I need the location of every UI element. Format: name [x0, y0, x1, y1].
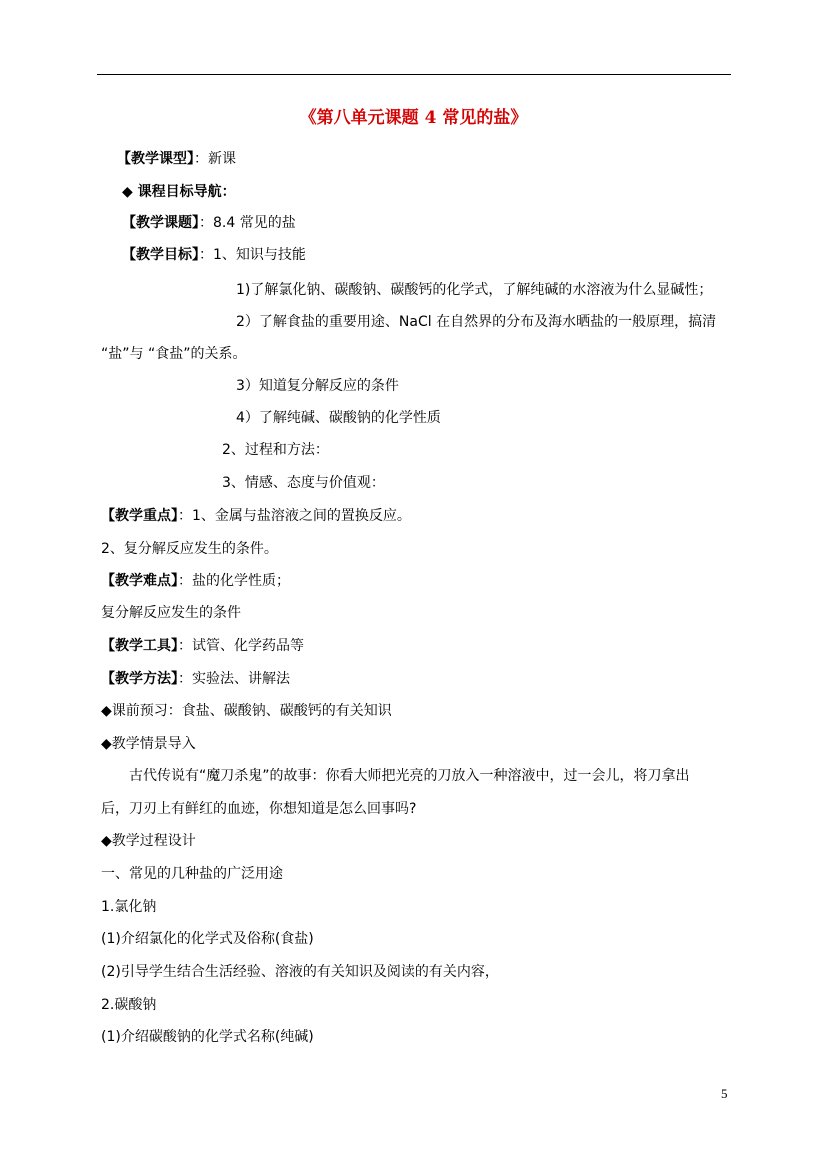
objective-2-cont: “盐”与 “食盐”的关系。: [101, 346, 247, 362]
teaching-objectives-label: 【教学目标】: [122, 247, 199, 263]
lesson-type-value: ：新课: [194, 151, 236, 167]
sodium-chloride-item-2: (2)引导学生结合生活经验、溶液的有关知识及阅读的有关内容，: [101, 964, 499, 980]
lesson-topic: [122, 214, 296, 232]
key-points-2: 2、复分解反应发生的条件。: [101, 541, 278, 557]
page-number: 5: [721, 1086, 728, 1101]
document-title: 《第八单元课题 4 常见的盐》: [299, 108, 528, 128]
story-paragraph-cont: 后，刀刃上有鲜红的血迹，你想知道是怎么回事吗?: [101, 801, 417, 817]
teaching-methods-value: ：实验法、讲解法: [178, 671, 290, 687]
lesson-type-label: 【教学课型】: [117, 151, 194, 167]
difficulties-label: 【教学难点】: [101, 573, 178, 589]
scenario-intro: ◆教学情景导入: [101, 736, 196, 752]
objective-3: 3）知道复分解反应的条件: [236, 378, 399, 394]
teaching-objectives: [122, 246, 306, 264]
key-points: [101, 507, 411, 525]
emotion-values: 3、情感、态度与价值观：: [222, 475, 385, 491]
difficulties-value: ：盐的化学性质；: [178, 573, 290, 589]
teaching-methods: [101, 670, 290, 688]
preview: ◆课前预习：食盐、碳酸钠、碳酸钙的有关知识: [101, 703, 392, 719]
story-paragraph: 古代传说有“魔刀杀鬼”的故事：你看大师把光亮的刀放入一种溶液中，过一会儿，将刀拿出: [129, 768, 690, 784]
header-rule: [97, 74, 731, 75]
objective-1: 1)了解氯化钠、碳酸钠、碳酸钙的化学式，了解纯碱的水溶液为什么显碱性；: [236, 282, 713, 298]
lesson-topic-label: 【教学课题】: [122, 215, 199, 231]
section-one-heading: 一、常见的几种盐的广泛用途: [101, 866, 283, 882]
objective-2: 2）了解食盐的重要用途、NaCl 在自然界的分布及海水晒盐的一般原理，搞清: [236, 314, 717, 330]
difficulties-2: 复分解反应发生的条件: [101, 605, 241, 621]
lesson-topic-value: ：8.4 常见的盐: [199, 215, 296, 231]
difficulties: [101, 572, 290, 590]
sodium-chloride: 1.氯化钠: [101, 899, 157, 915]
process-methods: 2、过程和方法：: [222, 442, 329, 458]
key-points-label: 【教学重点】: [101, 508, 178, 524]
key-points-value: ：1、金属与盐溶液之间的置换反应。: [178, 508, 411, 524]
teaching-methods-label: 【教学方法】: [101, 671, 178, 687]
teaching-tools-value: ：试管、化学药品等: [178, 638, 304, 654]
sodium-chloride-item-1: (1)介绍氯化的化学式及俗称(食盐): [101, 931, 314, 947]
objective-4: 4）了解纯碱、碳酸钠的化学性质: [236, 410, 441, 426]
teaching-objectives-value: ：1、知识与技能: [199, 247, 306, 263]
teaching-tools: [101, 637, 304, 655]
course-goal-heading: ◆ 课程目标导航：: [122, 184, 236, 200]
sodium-carbonate: 2.碳酸钠: [101, 997, 157, 1013]
lesson-type: [117, 150, 236, 168]
teaching-tools-label: 【教学工具】: [101, 638, 178, 654]
sodium-carbonate-item-1: (1)介绍碳酸钠的化学式名称(纯碱): [101, 1029, 314, 1045]
process-design: ◆教学过程设计: [101, 833, 196, 849]
